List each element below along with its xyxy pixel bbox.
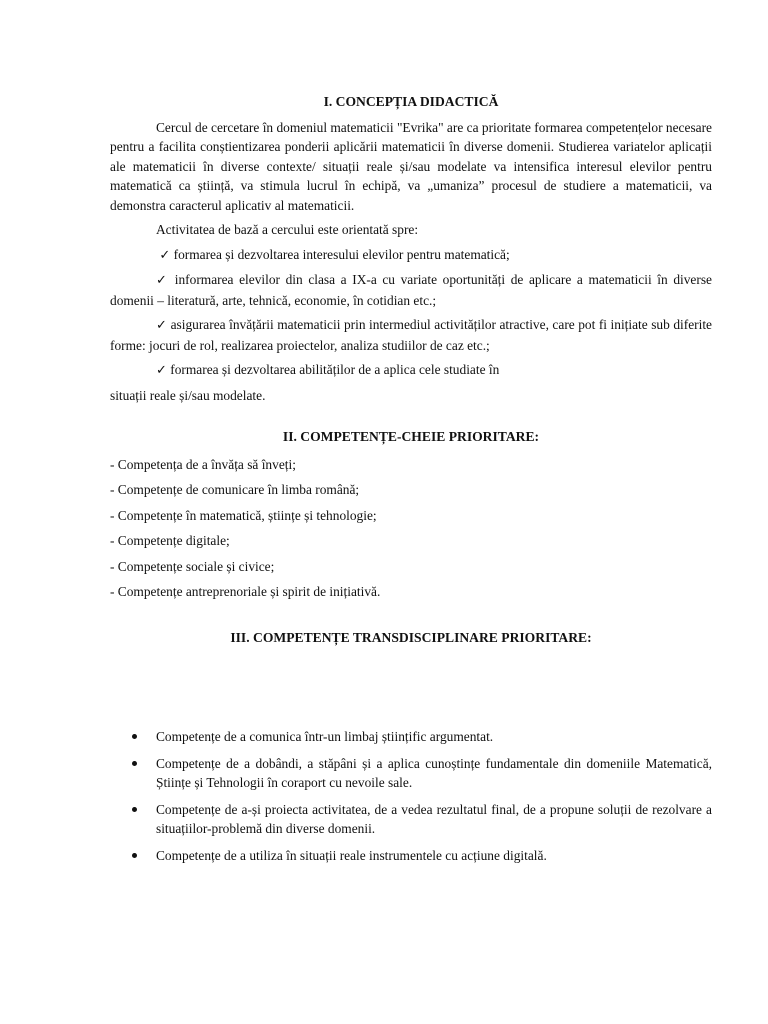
list-item: - Competențe digitale;: [110, 533, 230, 548]
section-1-tail: situații reale și/sau modelate.: [110, 387, 266, 403]
section-1-title: I. CONCEPȚIA DIDACTICĂ: [323, 94, 499, 109]
list-item: Competențe de a comunica într-un limbaj științific argumentat.: [110, 727, 712, 747]
list-item: - Competențe de comunicare în limba română;: [110, 482, 360, 497]
section-3-title: III. COMPETENȚE TRANSDISCIPLINARE PRIORITARE:: [230, 629, 592, 645]
list-item: Competențe de a-și proiecta activitatea, de a vedea rezultatul final, de a propune soluții de rezolvare a situațiilor-problemă din diverse domenii.: [110, 800, 712, 839]
check-mark-icon: ✓: [156, 273, 170, 288]
check-mark-icon: ✓: [159, 247, 171, 263]
check-item-2: ✓ informarea elevilor din clasa a IX-a cu variate oportunități de aplicare a matematicii în diverse domenii – literatură, arte, tehnică, economie, în cotidian etc.;: [110, 272, 712, 308]
list-item: - Competențe antreprenoriale și spirit de inițiativă.: [110, 584, 381, 599]
bullet-icon: [132, 761, 137, 766]
check-item-4: ✓ formarea și dezvoltarea abilităților de a aplica cele studiate în: [156, 362, 500, 378]
document-page: [110, 92, 712, 872]
list-item: - Competențe sociale și civice;: [110, 558, 275, 574]
transdisciplinary-list: [110, 727, 712, 865]
bullet-icon: [132, 734, 137, 739]
key-competences-list: [110, 455, 712, 602]
section-1-lead: Activitatea de bază a cercului este orientată spre:: [156, 222, 419, 237]
section-2-title: II. COMPETENȚE-CHEIE PRIORITARE:: [282, 429, 540, 444]
list-item: - Competența de a învăța să înveți;: [110, 456, 296, 472]
bullet-icon: [132, 853, 137, 858]
bullet-icon: [132, 807, 137, 812]
check-item-3: ✓ asigurarea învățării matematicii prin intermediul activităților atractive, care pot fi inițiate sub diferite forme: jocuri de rol, realizarea proiectelor, analiza studiilor de caz etc.;: [110, 317, 712, 353]
check-mark-icon: ✓: [156, 318, 168, 333]
list-item: Competențe de a utiliza în situații reale instrumentele cu acțiune digitală.: [110, 846, 712, 866]
section-1-intro: Cercul de cercetare în domeniul matematicii "Evrika" are ca prioritate formarea competențelor necesare pentru a facilita conștientizarea ponderii aplicării matematicii în diverse domenii. Studierea variatelor aplicații ale matematicii în diverse contexte/ situații reale și/sau modelate va intensifica interesul elevilor pentru matematică ca știință, va stimula lucrul în echipă, va „umaniza” procesul de studiere a matematicii, va demonstra caracterul aplicativ al matematicii.: [110, 119, 712, 213]
check-item-1: ✓ formarea și dezvoltarea interesului elevilor pentru matematică;: [159, 246, 510, 263]
check-mark-icon: ✓: [156, 363, 167, 378]
list-item: - Competențe în matematică, științe și tehnologie;: [110, 507, 377, 523]
list-item: Competențe de a dobândi, a stăpâni și a aplica cunoștințe fundamentale din domeniile Matematică, Științe și Tehnologii în coraport cu nevoile sale.: [110, 754, 712, 793]
